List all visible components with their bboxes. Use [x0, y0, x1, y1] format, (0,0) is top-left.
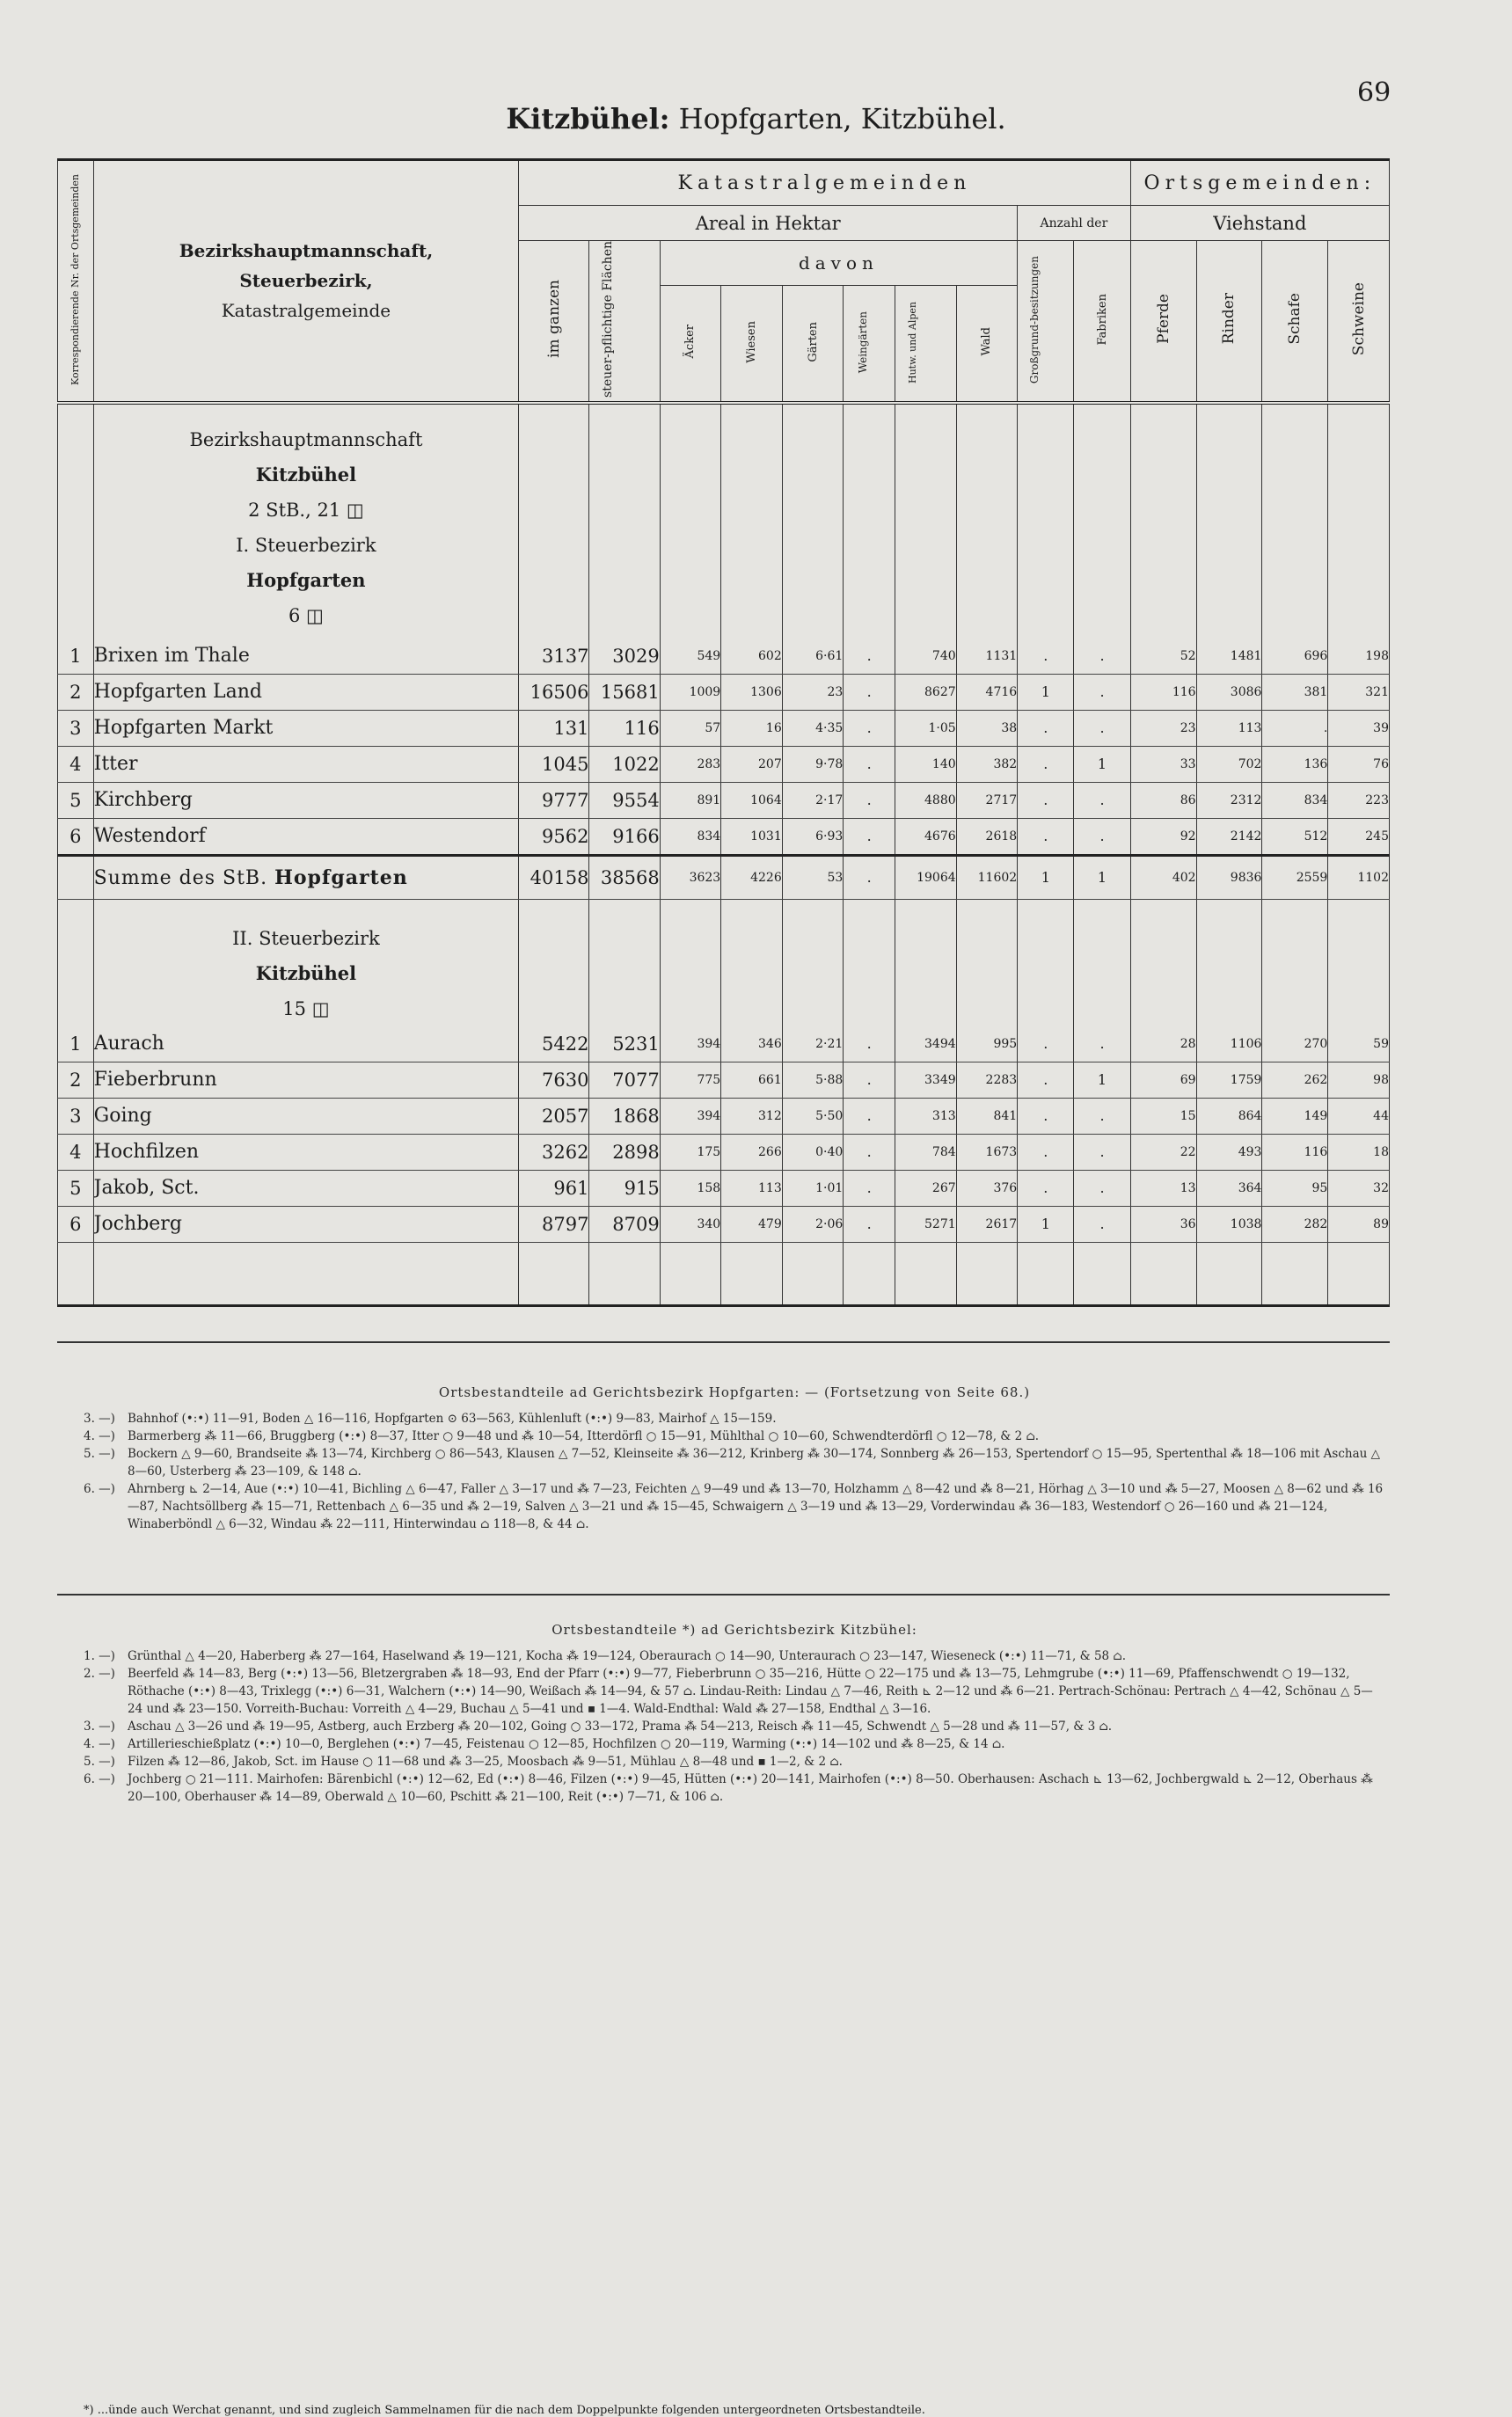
table-row	[58, 1062, 1390, 1098]
cell-aecker: 394	[660, 1026, 721, 1062]
row-number: 5	[58, 782, 94, 818]
note-item: 3. —) Aschau △ 3—26 und ⁂ 19—95, Astberg, auch Erzberg ⁂ 20—102, Going ○ 33—172, Prama ⁂ 54—213, Reisch ⁂ 11—45, Schwendt △ 5—28 und ⁂ 11—57, & 3 ⌂.	[84, 1720, 1113, 1734]
cell-gross: .	[1018, 1026, 1074, 1062]
cell-ganz: 9562	[519, 818, 589, 855]
cell-gross: .	[1018, 782, 1074, 818]
row-number: 2	[58, 674, 94, 710]
cell-wald: 2717	[956, 782, 1018, 818]
col-gaerten: Gärten	[782, 286, 844, 403]
note-item: 6. —) Jochberg ○ 21—111. Mairhofen: Bärenbichl (•:•) 12—62, Ed (•:•) 8—46, Filzen (•:•) 9—45, Hütten (•:•) 20—141, Mairhofen (•:•) 8—50. Oberhausen: Aschach ⊾ 13—62, Jochbergwald ⊾ 2—12, Oberhaus ⁂ 20—100, Oberhauser ⁂ 14—89, Oberwald △ 10—60, Pschitt ⁂ 21—100, Reit (•:•) 7—71, & 106 ⌂.	[84, 1772, 1373, 1804]
cell-steuer: 7077	[589, 1062, 660, 1098]
table-row	[58, 818, 1390, 855]
cell-rinder: 2312	[1196, 782, 1262, 818]
cell-wiesen: 266	[721, 1134, 783, 1170]
cell-aecker: 775	[660, 1062, 721, 1098]
cell-pferde: 15	[1130, 1098, 1196, 1134]
cell-gaerten: 5·50	[782, 1098, 844, 1134]
note-item: 5. —) Filzen ⁂ 12—86, Jakob, Sct. im Hause ○ 11—68 und ⁂ 3—25, Moosbach ⁂ 9—51, Mühlau △ 8—48 und ▪ 1—2, & 2 ⌂.	[84, 1755, 843, 1769]
cell-schafe: 136	[1262, 746, 1328, 782]
cell-gaerten: 23	[782, 674, 844, 710]
cell-fabr: .	[1074, 674, 1130, 710]
cell-gross: .	[1018, 746, 1074, 782]
cell-steuer: 8709	[589, 1206, 660, 1242]
viehstand-header: Viehstand	[1130, 206, 1389, 241]
cell-wald: 2283	[956, 1062, 1018, 1098]
davon-header: davon	[660, 241, 1018, 286]
sum-wiesen: 4226	[721, 855, 783, 899]
cell-hutw: 740	[895, 639, 957, 675]
sum-rinder: 9836	[1196, 855, 1262, 899]
cell-rinder: 1038	[1196, 1206, 1262, 1242]
cell-wein: .	[844, 1062, 895, 1098]
col-ganzen: im ganzen	[519, 241, 589, 403]
col-schafe: Schafe	[1262, 241, 1328, 403]
cell-wald: 38	[956, 710, 1018, 746]
cell-rinder: 1481	[1196, 639, 1262, 675]
cell-gross: .	[1018, 1062, 1074, 1098]
col-wald: Wald	[956, 286, 1018, 403]
cell-pferde: 86	[1130, 782, 1196, 818]
cell-wiesen: 602	[721, 639, 783, 675]
cell-schweine: 198	[1328, 639, 1390, 675]
cell-ganz: 131	[519, 710, 589, 746]
katastral-name: Itter	[93, 746, 519, 782]
sum-schafe: 2559	[1262, 855, 1328, 899]
cell-ganz: 8797	[519, 1206, 589, 1242]
col-schweine: Schweine	[1328, 241, 1390, 403]
katastral-name: Fieberbrunn	[93, 1062, 519, 1098]
katastral-name: Jakob, Sct.	[93, 1170, 519, 1206]
cell-schweine: 76	[1328, 746, 1390, 782]
cell-steuer: 15681	[589, 674, 660, 710]
cell-steuer: 3029	[589, 639, 660, 675]
page-number: 69	[1357, 77, 1391, 108]
cell-gross: 1	[1018, 674, 1074, 710]
cell-wald: 376	[956, 1170, 1018, 1206]
cell-schafe: 270	[1262, 1026, 1328, 1062]
cell-hutw: 4880	[895, 782, 957, 818]
cell-gross: .	[1018, 639, 1074, 675]
cell-gaerten: 1·01	[782, 1170, 844, 1206]
row-number: 1	[58, 1026, 94, 1062]
cell-gaerten: 2·06	[782, 1206, 844, 1242]
col-gross: Großgrund-besitzungen	[1018, 241, 1074, 403]
cell-wald: 2617	[956, 1206, 1018, 1242]
cell-fabr: .	[1074, 1026, 1130, 1062]
sum-wald: 11602	[956, 855, 1018, 899]
cell-fabr: 1	[1074, 746, 1130, 782]
row-number: 2	[58, 1062, 94, 1098]
cell-wein: .	[844, 1170, 895, 1206]
statistics-table	[57, 158, 1390, 1346]
cell-wiesen: 661	[721, 1062, 783, 1098]
sum-wein: .	[844, 855, 895, 899]
cell-hutw: 1·05	[895, 710, 957, 746]
cell-wald: 841	[956, 1098, 1018, 1134]
cell-pferde: 116	[1130, 674, 1196, 710]
cell-rinder: 3086	[1196, 674, 1262, 710]
note-item: 3. —) Bahnhof (•:•) 11—91, Boden △ 16—116, Hopfgarten ⊙ 63—563, Kühlenluft (•:•) 9—83, Mairhof △ 15—159.	[84, 1412, 777, 1426]
cell-schafe: 116	[1262, 1134, 1328, 1170]
cell-aecker: 549	[660, 639, 721, 675]
sum-hutw: 19064	[895, 855, 957, 899]
cell-fabr: .	[1074, 1170, 1130, 1206]
table-row	[58, 1170, 1390, 1206]
page-title: Kitzbühel: Hopfgarten, Kitzbühel.	[506, 102, 1006, 135]
cell-steuer: 2898	[589, 1134, 660, 1170]
cell-fabr: .	[1074, 818, 1130, 855]
cell-pferde: 28	[1130, 1026, 1196, 1062]
col-hutw: Hutw. und Alpen	[895, 286, 957, 403]
cell-schweine: 18	[1328, 1134, 1390, 1170]
cell-rinder: 864	[1196, 1098, 1262, 1134]
cell-schweine: 98	[1328, 1062, 1390, 1098]
cell-rinder: 113	[1196, 710, 1262, 746]
sum-pferde: 402	[1130, 855, 1196, 899]
katastral-name: Going	[93, 1098, 519, 1134]
katastral-name: Westendorf	[93, 818, 519, 855]
row-number: 6	[58, 818, 94, 855]
cell-wiesen: 113	[721, 1170, 783, 1206]
cell-gross: .	[1018, 818, 1074, 855]
cell-ganz: 5422	[519, 1026, 589, 1062]
cell-wald: 4716	[956, 674, 1018, 710]
cell-schweine: 89	[1328, 1206, 1390, 1242]
cell-wiesen: 1306	[721, 674, 783, 710]
cell-ganz: 961	[519, 1170, 589, 1206]
areal-header: Areal in Hektar	[519, 206, 1018, 241]
cell-rinder: 702	[1196, 746, 1262, 782]
sum-gaerten: 53	[782, 855, 844, 899]
cell-steuer: 116	[589, 710, 660, 746]
cell-wiesen: 1064	[721, 782, 783, 818]
cell-ganz: 1045	[519, 746, 589, 782]
note-item: 5. —) Bockern △ 9—60, Brandseite ⁂ 13—74, Kirchberg ○ 86—543, Klausen △ 7—52, Kleinseite ⁂ 36—212, Krinberg ⁂ 30—174, Sonnberg ⁂ 26—153, Spertendorf ○ 15—95, Spertenthal ⁂ 18—106 mit Aschau △ 8—60, Usterberg ⁂ 23—109, & 148 ⌂.	[84, 1447, 1381, 1479]
cell-wald: 995	[956, 1026, 1018, 1062]
cell-schafe: 95	[1262, 1170, 1328, 1206]
cell-pferde: 22	[1130, 1134, 1196, 1170]
cell-fabr: .	[1074, 710, 1130, 746]
katastral-name: Hopfgarten Land	[93, 674, 519, 710]
sum-fabr: 1	[1074, 855, 1130, 899]
sum-ganz: 40158	[519, 855, 589, 899]
cell-hutw: 3494	[895, 1026, 957, 1062]
cell-wein: .	[844, 818, 895, 855]
cell-schweine: 245	[1328, 818, 1390, 855]
sum-aecker: 3623	[660, 855, 721, 899]
col-pferde: Pferde	[1130, 241, 1196, 403]
cell-rinder: 1759	[1196, 1062, 1262, 1098]
cell-pferde: 36	[1130, 1206, 1196, 1242]
cell-fabr: .	[1074, 1098, 1130, 1134]
sum-schweine: 1102	[1328, 855, 1390, 899]
table-row	[58, 639, 1390, 675]
cell-schafe: 512	[1262, 818, 1328, 855]
katastral-header: Katastralgemeinden	[519, 160, 1130, 206]
cell-wein: .	[844, 1026, 895, 1062]
section1-heading: Bezirkshauptmannschaft Kitzbühel 2 StB., 21 ◫ I. Steuerbezirk Hopfgarten 6 ◫	[93, 403, 519, 639]
cell-pferde: 52	[1130, 639, 1196, 675]
cell-schafe: 262	[1262, 1062, 1328, 1098]
note-item: 4. —) Artillerieschießplatz (•:•) 10—0, Berglehen (•:•) 7—45, Feistenau ○ 12—85, Hochfilzen ○ 20—119, Warming (•:•) 14—102 und ⁂ 8—25, & 14 ⌂.	[84, 1737, 1005, 1751]
cell-wiesen: 312	[721, 1098, 783, 1134]
cell-schweine: 44	[1328, 1098, 1390, 1134]
col-rinder: Rinder	[1196, 241, 1262, 403]
cell-fabr: .	[1074, 639, 1130, 675]
cell-wiesen: 479	[721, 1206, 783, 1242]
cell-gross: .	[1018, 1098, 1074, 1134]
cell-fabr: 1	[1074, 1062, 1130, 1098]
section2-heading: II. Steuerbezirk Kitzbühel 15 ◫	[93, 899, 519, 1026]
cell-hutw: 8627	[895, 674, 957, 710]
row-number: 3	[58, 710, 94, 746]
katastral-name: Hochfilzen	[93, 1134, 519, 1170]
cell-gaerten: 2·21	[782, 1026, 844, 1062]
katastral-name: Brixen im Thale	[93, 639, 519, 675]
row-number: 6	[58, 1206, 94, 1242]
row-number: 5	[58, 1170, 94, 1206]
cell-steuer: 1022	[589, 746, 660, 782]
cell-wein: .	[844, 639, 895, 675]
cell-aecker: 891	[660, 782, 721, 818]
katastral-name: Kirchberg	[93, 782, 519, 818]
cell-ganz: 7630	[519, 1062, 589, 1098]
cell-rinder: 364	[1196, 1170, 1262, 1206]
cell-wein: .	[844, 782, 895, 818]
cell-hutw: 140	[895, 746, 957, 782]
table-row	[58, 746, 1390, 782]
cell-fabr: .	[1074, 782, 1130, 818]
cell-schafe: .	[1262, 710, 1328, 746]
cell-steuer: 1868	[589, 1098, 660, 1134]
cell-ganz: 16506	[519, 674, 589, 710]
cell-fabr: .	[1074, 1134, 1130, 1170]
cell-ganz: 3262	[519, 1134, 589, 1170]
cell-aecker: 57	[660, 710, 721, 746]
cell-steuer: 5231	[589, 1026, 660, 1062]
col-steuer: steuer-pflichtige Flächen	[589, 241, 660, 403]
row-number: 1	[58, 639, 94, 675]
table-row	[58, 782, 1390, 818]
cell-gross: .	[1018, 1170, 1074, 1206]
cell-gaerten: 0·40	[782, 1134, 844, 1170]
cell-hutw: 5271	[895, 1206, 957, 1242]
cell-wald: 1131	[956, 639, 1018, 675]
table-row	[58, 1026, 1390, 1062]
cell-wein: .	[844, 1134, 895, 1170]
cell-aecker: 834	[660, 818, 721, 855]
cell-aecker: 340	[660, 1206, 721, 1242]
katastral-name: Jochberg	[93, 1206, 519, 1242]
cell-hutw: 4676	[895, 818, 957, 855]
cell-schafe: 834	[1262, 782, 1328, 818]
footnote: *) ...ünde auch Werchat genannt, und sind zugleich Sammelnamen für die nach dem Doppelpunkte folgenden untergeordneten Ortsbestandteile.	[84, 2404, 925, 2417]
table-row	[58, 1134, 1390, 1170]
cell-schweine: 32	[1328, 1170, 1390, 1206]
cell-wein: .	[844, 710, 895, 746]
cell-schafe: 149	[1262, 1098, 1328, 1134]
note-item: 6. —) Ahrnberg ⊾ 2—14, Aue (•:•) 10—41, Bichling △ 6—47, Faller △ 3—17 und ⁂ 7—23, Feichten △ 9—49 und ⁂ 13—70, Holzhamm △ 8—42 und ⁂ 8—21, Hörhag △ 3—10 und ⁂ 5—27, Moosen △ 8—62 und ⁂ 16—87, Nachtsöllberg ⁂ 15—71, Rettenbach △ 6—35 und ⁂ 2—19, Salven △ 3—21 und ⁂ 15—45, Schwaigern △ 3—19 und ⁂ 13—29, Vorderwindau ⁂ 36—183, Westendorf ○ 26—160 und ⁂ 21—124, Winaberböndl △ 6—32, Windau ⁂ 22—111, Hinterwindau ⌂ 118—8, & 44 ⌂.	[84, 1482, 1384, 1531]
cell-ganz: 3137	[519, 639, 589, 675]
cell-pferde: 23	[1130, 710, 1196, 746]
sum-label: Summe des StB. Hopfgarten	[93, 855, 519, 899]
col-fabr: Fabriken	[1074, 241, 1130, 403]
cell-wald: 382	[956, 746, 1018, 782]
table-row	[58, 1098, 1390, 1134]
katastral-name: Hopfgarten Markt	[93, 710, 519, 746]
cell-wein: .	[844, 746, 895, 782]
cell-schweine: 321	[1328, 674, 1390, 710]
cell-steuer: 915	[589, 1170, 660, 1206]
cell-wald: 2618	[956, 818, 1018, 855]
cell-pferde: 92	[1130, 818, 1196, 855]
cell-steuer: 9554	[589, 782, 660, 818]
cell-pferde: 13	[1130, 1170, 1196, 1206]
cell-hutw: 313	[895, 1098, 957, 1134]
note-item: 1. —) Grünthal △ 4—20, Haberberg ⁂ 27—164, Haselwand ⁂ 19—121, Kocha ⁂ 19—124, Oberaurach ○ 14—90, Unteraurach ○ 23—147, Wieseneck (•:•) 11—71, & 58 ⌂.	[84, 1649, 1127, 1663]
cell-aecker: 283	[660, 746, 721, 782]
notes-kitzbuehel: Ortsbestandteile *) ad Gerichtsbezirk Kitzbühel: 1. —) Grünthal △ 4—20, Haberberg ⁂ 27—164, Haselwand ⁂ 19—121, Kocha ⁂ 19—124, Oberaurach ○ 14—90, Unteraurach ○ 23—147, Wieseneck (•:•) 11—71, & 58 ⌂. 2. —) Beerfeld ⁂ 14—83, Berg (•:•) 13—56, Bletzergraben ⁂ 18—93, End der Pfarr (•:•) 9—77, Fieberbrunn ○ 35—216, Hütte ○ 22—175 und ⁂ 13—75, Lehmgrube (•:•) 11—69, Pfaffenschwendt ○ 19—132, Röthache (•:•) 8—43, Trixlegg (•:•) 6—31, Walchern (•:•) 14—90, Weißach ⁂ 14—94, & 57 ⌂. Lindau-Reith: Lindau △ 7—46, Reith ⊾ 2—12 und ⁂ 6—21. Pertrach-Schönau: Pertrach △ 4—42, Schönau △ 5—24 und ⁂ 23—150. Vorreith-Buchau: Vorreith △ 4—29, Buchau △ 5—41 und ▪ 1—4. Wald-Endthal: Wald ⁂ 27—158, Endthal △ 3—16. 3. —) Aschau △ 3—26 und ⁂ 19—95, Astberg, auch Erzberg ⁂ 20—102, Going ○ 33—172, Prama ⁂ 54—213, Reisch ⁂ 11—45, Schwendt △ 5—28 und ⁂ 11—57, & 3 ⌂. 4. —) Artillerieschießplatz (•:•) 10—0, Berglehen (•:•) 7—45, Feistenau ○ 12—85, Hochfilzen ○ 20—119, Warming (•:•) 14—102 und ⁂ 8—25, & 14 ⌂. 5. —) Filzen ⁂ 12—86, Jakob, Sct. im Hause ○ 11—68 und ⁂ 3—25, Moosbach ⁂ 9—51, Mühlau △ 8—48 und ▪ 1—2, & 2 ⌂. 6. —) Jochberg ○ 21—111. Mairhofen: Bärenbichl (•:•) 12—62, Ed (•:•) 8—46, Filzen (•:•) 9—45, Hütten (•:•) 20—141, Mairhofen (•:•) 8—50. Oberhausen: Aschach ⊾ 13—62, Jochbergwald ⊾ 2—12, Oberhaus ⁂ 20—100, Oberhauser ⁂ 14—89, Oberwald △ 10—60, Pschitt ⁂ 21—100, Reit (•:•) 7—71, & 106 ⌂.	[84, 1621, 1385, 1806]
district-header: Bezirkshauptmannschaft, Steuerbezirk, Katastralgemeinde	[93, 160, 519, 403]
cell-gaerten: 6·61	[782, 639, 844, 675]
cell-wein: .	[844, 674, 895, 710]
katastral-name: Aurach	[93, 1026, 519, 1062]
cell-gaerten: 6·93	[782, 818, 844, 855]
anzahl-header: Anzahl der	[1018, 206, 1130, 241]
cell-aecker: 158	[660, 1170, 721, 1206]
orts-header: Ortsgemeinden:	[1130, 160, 1389, 206]
row-number: 3	[58, 1098, 94, 1134]
cell-gross: 1	[1018, 1206, 1074, 1242]
sum-steuer: 38568	[589, 855, 660, 899]
col-aecker: Äcker	[660, 286, 721, 403]
cell-gross: .	[1018, 710, 1074, 746]
cell-schweine: 223	[1328, 782, 1390, 818]
cell-wein: .	[844, 1098, 895, 1134]
sum-gross: 1	[1018, 855, 1074, 899]
cell-fabr: .	[1074, 1206, 1130, 1242]
cell-hutw: 784	[895, 1134, 957, 1170]
note-item: 4. —) Barmerberg ⁂ 11—66, Bruggberg (•:•) 8—37, Itter ○ 9—48 und ⁂ 10—54, Itterdörfl ○ 15—91, Mühlthal ○ 10—60, Schwendterdörfl ○ 12—78, & 2 ⌂.	[84, 1429, 1040, 1443]
cell-schafe: 696	[1262, 639, 1328, 675]
cell-steuer: 9166	[589, 818, 660, 855]
cell-gross: .	[1018, 1134, 1074, 1170]
cell-aecker: 394	[660, 1098, 721, 1134]
cell-hutw: 3349	[895, 1062, 957, 1098]
sum-row	[58, 855, 1390, 899]
cell-schweine: 39	[1328, 710, 1390, 746]
cell-wiesen: 346	[721, 1026, 783, 1062]
note-item: 2. —) Beerfeld ⁂ 14—83, Berg (•:•) 13—56, Bletzergraben ⁂ 18—93, End der Pfarr (•:•) 9—77, Fieberbrunn ○ 35—216, Hütte ○ 22—175 und ⁂ 13—75, Lehmgrube (•:•) 11—69, Pfaffenschwendt ○ 19—132, Röthache (•:•) 8—43, Trixlegg (•:•) 6—31, Walchern (•:•) 14—90, Weißach ⁂ 14—94, & 57 ⌂. Lindau-Reith: Lindau △ 7—46, Reith ⊾ 2—12 und ⁂ 6—21. Pertrach-Schönau: Pertrach △ 4—42, Schönau △ 5—24 und ⁂ 23—150. Vorreith-Buchau: Vorreith △ 4—29, Buchau △ 5—41 und ▪ 1—4. Wald-Endthal: Wald ⁂ 27—158, Endthal △ 3—16.	[84, 1667, 1373, 1716]
cell-ganz: 9777	[519, 782, 589, 818]
table-row	[58, 1206, 1390, 1242]
cell-aecker: 175	[660, 1134, 721, 1170]
cell-wein: .	[844, 1206, 895, 1242]
cell-hutw: 267	[895, 1170, 957, 1206]
cell-wiesen: 1031	[721, 818, 783, 855]
cell-aecker: 1009	[660, 674, 721, 710]
cell-schafe: 282	[1262, 1206, 1328, 1242]
cell-pferde: 33	[1130, 746, 1196, 782]
row-number: 4	[58, 746, 94, 782]
cell-rinder: 1106	[1196, 1026, 1262, 1062]
cell-wiesen: 207	[721, 746, 783, 782]
cell-gaerten: 4·35	[782, 710, 844, 746]
cell-rinder: 493	[1196, 1134, 1262, 1170]
cell-pferde: 69	[1130, 1062, 1196, 1098]
notes-hopfgarten: Ortsbestandteile ad Gerichtsbezirk Hopfgarten: — (Fortsetzung von Seite 68.) 3. —) Bahnhof (•:•) 11—91, Boden △ 16—116, Hopfgarten ⊙ 63—563, Kühlenluft (•:•) 9—83, Mairhof △ 15—159. 4. —) Barmerberg ⁂ 11—66, Bruggberg (•:•) 8—37, Itter ○ 9—48 und ⁂ 10—54, Itterdörfl ○ 15—91, Mühlthal ○ 10—60, Schwendterdörfl ○ 12—78, & 2 ⌂. 5. —) Bockern △ 9—60, Brandseite ⁂ 13—74, Kirchberg ○ 86—543, Klausen △ 7—52, Kleinseite ⁂ 36—212, Krinberg ⁂ 30—174, Sonnberg ⁂ 26—153, Spertendorf ○ 15—95, Spertenthal ⁂ 18—106 mit Aschau △ 8—60, Usterberg ⁂ 23—109, & 148 ⌂. 6. —) Ahrnberg ⊾ 2—14, Aue (•:•) 10—41, Bichling △ 6—47, Faller △ 3—17 und ⁂ 7—23, Feichten △ 9—49 und ⁂ 13—70, Holzhamm △ 8—42 und ⁂ 8—21, Hörhag △ 3—10 und ⁂ 5—27, Moosen △ 8—62 und ⁂ 16—87, Nachtsöllberg ⁂ 15—71, Rettenbach △ 6—35 und ⁂ 2—19, Salven △ 3—21 und ⁂ 15—45, Schwaigern △ 3—19 und ⁂ 13—29, Vorderwindau ⁂ 36—183, Westendorf ○ 26—160 und ⁂ 21—124, Winaberböndl △ 6—32, Windau ⁂ 22—111, Hinterwindau ⌂ 118—8, & 44 ⌂.	[84, 1384, 1385, 1533]
cell-schweine: 59	[1328, 1026, 1390, 1062]
cell-gaerten: 5·88	[782, 1062, 844, 1098]
cell-schafe: 381	[1262, 674, 1328, 710]
table-row	[58, 674, 1390, 710]
col-wein: Weingärten	[844, 286, 895, 403]
side-label-header: Korrespondierende Nr. der Ortsgemeinden	[58, 160, 94, 403]
row-number: 4	[58, 1134, 94, 1170]
col-wiesen: Wiesen	[721, 286, 783, 403]
cell-gaerten: 9·78	[782, 746, 844, 782]
cell-rinder: 2142	[1196, 818, 1262, 855]
table-row	[58, 710, 1390, 746]
cell-wald: 1673	[956, 1134, 1018, 1170]
cell-wiesen: 16	[721, 710, 783, 746]
cell-gaerten: 2·17	[782, 782, 844, 818]
cell-ganz: 2057	[519, 1098, 589, 1134]
